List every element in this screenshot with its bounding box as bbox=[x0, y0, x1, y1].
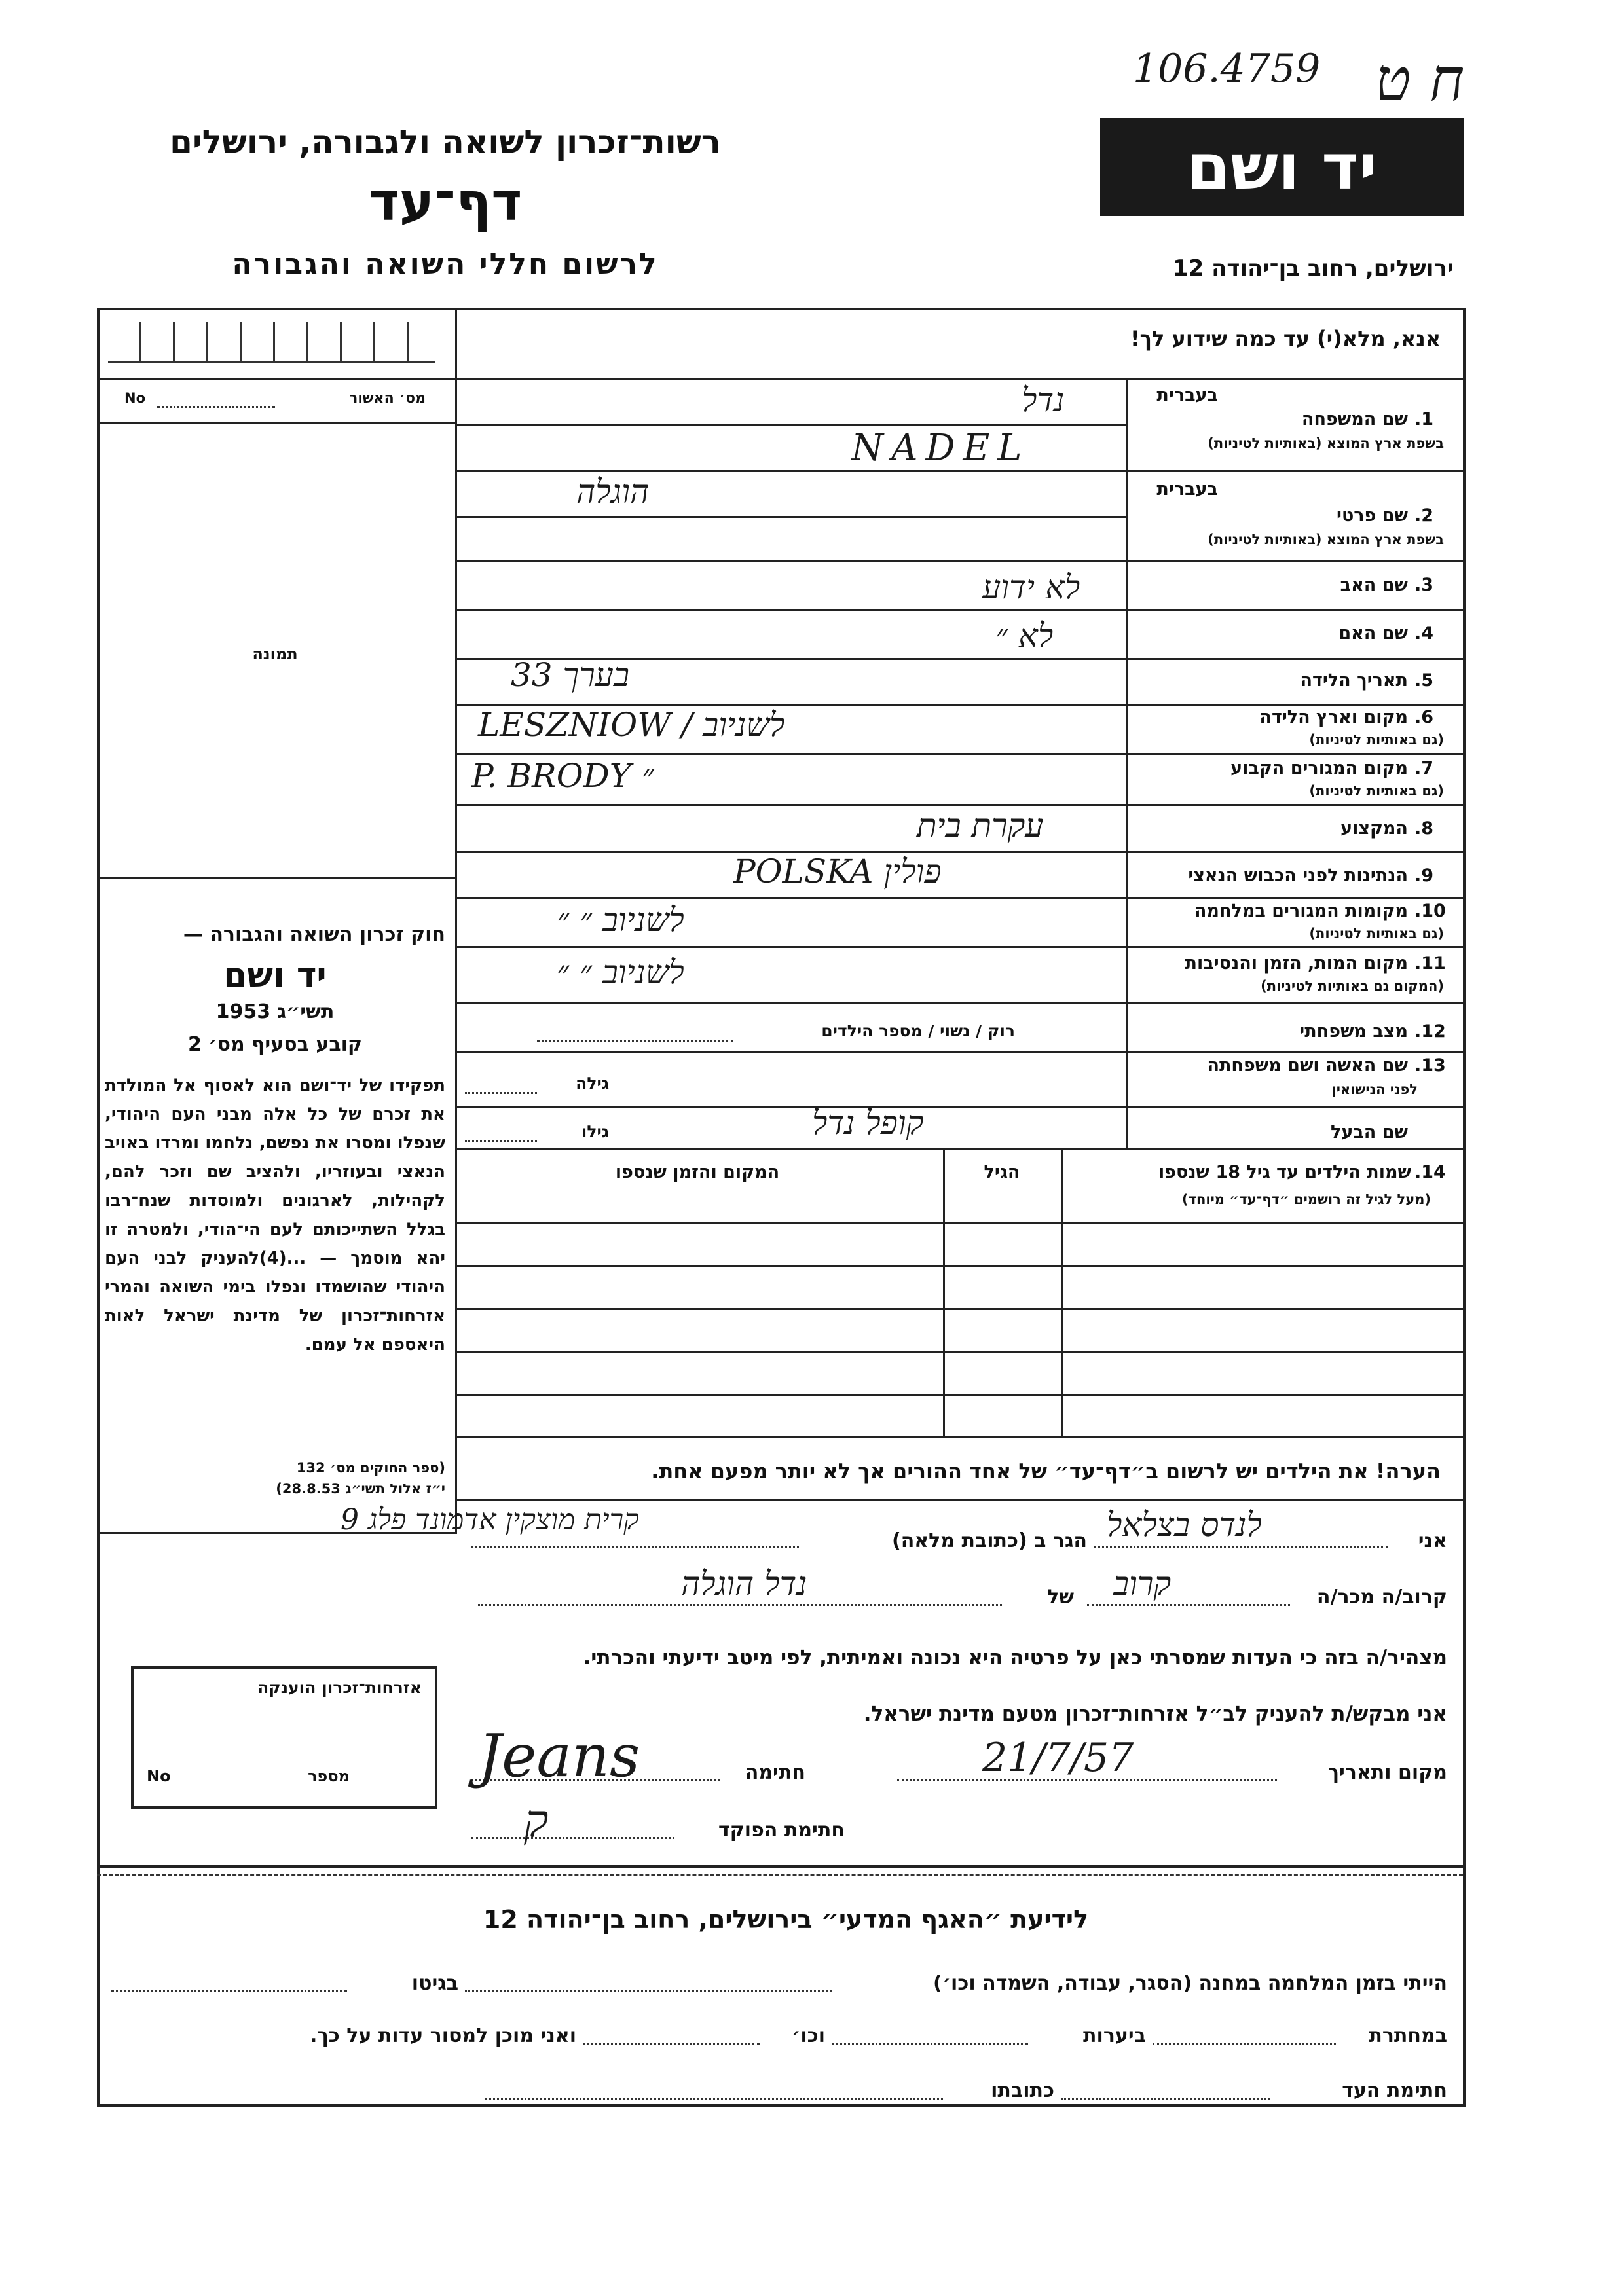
field-1-label: שם המשפחה bbox=[1301, 409, 1408, 429]
citizenship-no-sign: No bbox=[147, 1767, 171, 1785]
instruction-text: אנא, מלא(י) עד כמה שידוע לך! bbox=[1130, 326, 1441, 351]
field-2-number: 2. bbox=[1414, 505, 1434, 526]
approval-number-label: מס׳ האשור bbox=[349, 390, 426, 407]
citizenship-request: אני מבקש/ת להעניק לב״ל אזרחות־זכרון מטעם מדינת ישראל. bbox=[863, 1702, 1447, 1726]
field-2-sublabel: בשפת ארץ המוצא (באותיות לטיניות) bbox=[1208, 532, 1444, 547]
signature-label: חתימה bbox=[745, 1761, 805, 1784]
field-11-sublabel: (המקום גם באותיות לטיניות) bbox=[1261, 978, 1444, 994]
field-10-value: לשניוב ״ ״ bbox=[557, 901, 684, 939]
field-13-number: 13. bbox=[1414, 1055, 1446, 1076]
relative-label: קרוב/ה מכר/ה bbox=[1316, 1586, 1447, 1609]
place-date-value: 21/7/57 bbox=[982, 1735, 1134, 1781]
field-6-number: 6. bbox=[1414, 707, 1434, 727]
form-title: דף־עד bbox=[368, 172, 523, 232]
field-3-label: שם האב bbox=[1340, 575, 1408, 595]
field-7-sublabel: (גם באותיות לטיניות) bbox=[1309, 783, 1444, 799]
law-title: חוק זכרון השואה והגבורה — bbox=[183, 923, 445, 946]
declarant-name: לנדס בצלאל bbox=[1107, 1506, 1262, 1544]
husband-label: שם הבעל bbox=[1330, 1122, 1408, 1142]
field-10-number: 10. bbox=[1414, 901, 1446, 921]
field-9-label: הנתינות לפני הכבוש הנאצי bbox=[1188, 866, 1408, 886]
field-8-number: 8. bbox=[1414, 818, 1434, 839]
handwritten-marks: ח ט bbox=[1375, 46, 1465, 115]
citizenship-number-label: מספר bbox=[308, 1767, 350, 1785]
field-7-label: מקום המגורים הקבוע bbox=[1230, 758, 1408, 778]
authority-name: רשות־זכרון לשואה ולגבורה, ירושלים bbox=[170, 123, 721, 161]
field-7-number: 7. bbox=[1414, 758, 1434, 778]
field-13-label: שם האשה ושם משפחתה bbox=[1207, 1055, 1408, 1076]
footer-ghetto-label: בגיטו bbox=[411, 1972, 458, 1995]
field-10-sublabel: (גם באותיות לטיניות) bbox=[1309, 926, 1444, 941]
declaration-statement: מצהיר/ה בזה כי העדות שמסרתי כאן על פרטיה היא נכונה ואמיתית, לפי מיטב ידיעתי והכרתי. bbox=[583, 1646, 1447, 1669]
field-6-sublabel: (גם באותיות לטיניות) bbox=[1309, 732, 1444, 748]
children-place-column: המקום והזמן שנספו bbox=[615, 1162, 780, 1182]
yad-vashem-logo: יד ושם bbox=[1100, 118, 1464, 216]
law-clause: קובע בסעיף מס׳ 2 bbox=[187, 1033, 363, 1056]
law-name: יד ושם bbox=[223, 956, 327, 995]
law-reference-1: (ספר החוקים מס׳ 132 bbox=[296, 1460, 445, 1476]
children-number: 14. bbox=[1414, 1162, 1446, 1182]
footer-witness-signature-label: חתימת העד bbox=[1342, 2079, 1447, 2102]
children-age-column: הגיל bbox=[984, 1162, 1020, 1182]
children-label: שמות הילדים עד גיל 18 שנספו bbox=[1158, 1162, 1411, 1182]
field-13-sublabel: לפני הנישואין bbox=[1331, 1082, 1418, 1097]
field-4-value: לא ״ bbox=[995, 617, 1054, 655]
form-subtitle: לרשום חללי השואה והגבורה bbox=[232, 247, 659, 281]
law-reference-2: י״ז אלול תשי״ג 28.8.53) bbox=[276, 1481, 445, 1497]
field-1-number: 1. bbox=[1414, 409, 1434, 429]
citizenship-box-title: אזרחות־זכרון הוענקה bbox=[257, 1678, 422, 1697]
field-5-number: 5. bbox=[1414, 670, 1434, 691]
field-9-value: POLSKA פולין bbox=[733, 852, 942, 890]
field-8-value: עקרת בית bbox=[917, 807, 1044, 845]
footer-willing-testify: ואני מוכן למסור עדות על כך. bbox=[310, 2024, 576, 2047]
footer-underground-label: במחתרת bbox=[1369, 2024, 1447, 2047]
officer-signature: ק bbox=[524, 1794, 549, 1848]
handwritten-reference: 106.4759 bbox=[1133, 46, 1321, 92]
declarant-address: קרית מוצקין אדמונד פלג 9 bbox=[341, 1503, 639, 1537]
relative-value: קרוב bbox=[1113, 1565, 1172, 1603]
field-2-value-hebrew: הוגלה bbox=[576, 473, 650, 511]
officer-signature-label: חתימת הפוקד bbox=[718, 1819, 845, 1842]
footer-forests-label: ביערות bbox=[1083, 2024, 1146, 2047]
field-2-tag: בעברית bbox=[1156, 479, 1218, 500]
field-12-options: רוק / נשוי / מספר הילדים bbox=[821, 1021, 1015, 1040]
footer-address-label: כתובתו bbox=[991, 2079, 1054, 2102]
field-10-label: מקומות המגורים במלחמה bbox=[1194, 901, 1408, 921]
husband-age-label: גילו bbox=[581, 1122, 609, 1141]
citizenship-box bbox=[131, 1666, 437, 1809]
field-11-label: מקום המות, הזמן והנסיבות bbox=[1185, 953, 1408, 974]
field-1-value-hebrew: נדל bbox=[1022, 381, 1065, 419]
children-note: הערה! את הילדים יש לרשום ב״דף־עד״ של אחד ההורים אך לא יותר מפעם אחת. bbox=[651, 1459, 1441, 1484]
declarant-label: אני bbox=[1418, 1529, 1447, 1552]
of-label: של bbox=[1047, 1586, 1074, 1609]
husband-value: קופל נדל bbox=[812, 1104, 924, 1142]
footer-etc-label: וכו׳ bbox=[792, 2024, 825, 2047]
field-7-value: P. BRODY ״ bbox=[471, 757, 654, 795]
field-5-label: תאריך הלידה bbox=[1300, 670, 1408, 691]
field-4-number: 4. bbox=[1414, 623, 1434, 644]
field-2-label: שם פרטי bbox=[1337, 505, 1408, 526]
field-5-value: 33 בערך bbox=[511, 656, 630, 694]
field-9-number: 9. bbox=[1414, 866, 1434, 886]
deceased-name: נדל הוגלה bbox=[681, 1565, 807, 1603]
field-11-number: 11. bbox=[1414, 953, 1446, 974]
children-sublabel: (מעל לגיל זה רושמים ״דף־עד״ מיוחד) bbox=[1182, 1192, 1431, 1207]
footer-camp-label: הייתי בזמן המלחמה במחנה (הסגר, עבודה, השמדה וכו׳) bbox=[933, 1972, 1447, 1995]
field-6-label: מקום וארץ הלידה bbox=[1259, 707, 1408, 727]
field-12-label: מצב משפחתי bbox=[1299, 1021, 1408, 1042]
address: ירושלים, רחוב בן־יהודה 12 bbox=[1172, 255, 1454, 282]
field-4-label: שם האם bbox=[1338, 623, 1408, 644]
law-year: תשי״ג 1953 bbox=[215, 1000, 335, 1023]
footer-title: לידיעת ״האגף המדעי״ בירושלים, רחוב בן־יהודה 12 bbox=[483, 1905, 1089, 1934]
field-6-value: LESZNIOW / לשניוב bbox=[478, 706, 785, 744]
field-1-tag: בעברית bbox=[1156, 385, 1218, 405]
law-text: תפקידו של יד־ושם הוא לאסוף אל המולדת את זכרם של כל אלה מבני העם היהודי, שנפלו ומסרו את נפשם, נלחמו ומרדו באויב הנאצי ובעוזריו, ולהציב שם וזכר להם, לקהילות, לארגונים ולמוסדות שנח־רבו בגלל השתייכותם לעם הי־הודי, ולמטרה זו יהא מוסמך — ...(4)להעניק לבני העם היהודי שהושמדו ונפלו בימי השואה והמרי אזרחות־זכרון של מדינת ישראל לאות היאספם אל עמם. bbox=[105, 1076, 445, 1355]
photo-label: תמונה bbox=[252, 645, 298, 663]
field-11-value: לשניוב ״ ״ bbox=[557, 953, 684, 991]
field-1-value-latin: NADEL bbox=[851, 427, 1030, 469]
signature: Jeans bbox=[478, 1722, 640, 1791]
field-8-label: המקצוע bbox=[1340, 818, 1408, 839]
address-label: הגר ב (כתובת מלאה) bbox=[891, 1529, 1087, 1552]
field-12-number: 12. bbox=[1414, 1021, 1446, 1042]
place-date-label: מקום ותאריך bbox=[1327, 1761, 1447, 1784]
field-1-sublabel: בשפת ארץ המוצא (באותיות לטיניות) bbox=[1208, 435, 1444, 451]
approval-no-sign: No bbox=[124, 390, 146, 406]
registration-boxes bbox=[108, 322, 435, 363]
field-3-value: לא ידוע bbox=[982, 568, 1080, 606]
field-3-number: 3. bbox=[1414, 575, 1434, 595]
field-13-age-label: גילה bbox=[576, 1074, 609, 1093]
